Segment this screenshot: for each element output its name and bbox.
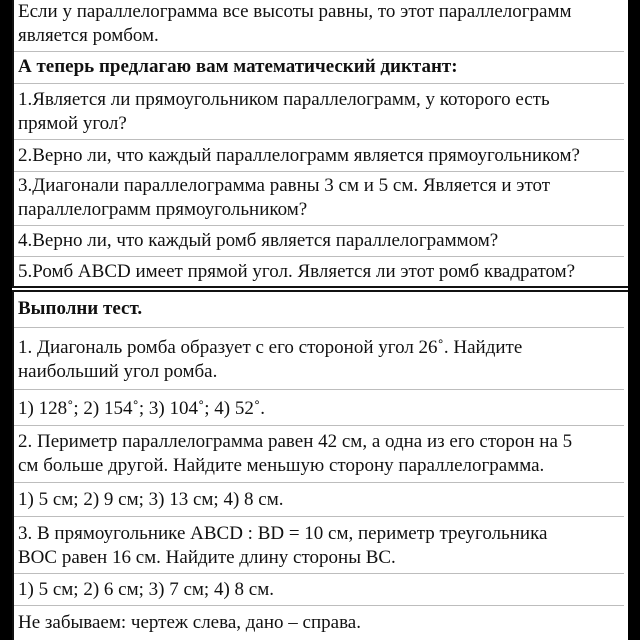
test-q3-line-2: BOC равен 16 см. Найдите длину стороны BC. [18,547,396,568]
test-q1-line-1: 1. Диагональ ромба образует с его стороной угол 26˚. Найдите [18,337,523,358]
row-divider [14,256,624,257]
row-divider [14,605,624,606]
dictation-q1-line-2: прямой угол? [18,113,127,134]
reminder-text: Не забываем: чертеж слева, дано – справа. [18,612,361,633]
document-page [12,0,628,640]
test-heading: Выполни тест. [18,298,143,319]
row-divider [14,389,624,390]
test-q2-line-2: см больше другой. Найдите меньшую сторону параллелограмма. [18,455,545,476]
row-divider [14,516,624,517]
row-divider [14,139,624,140]
dictation-q3-line-2: параллелограмм прямоугольником? [18,199,308,220]
row-divider [14,51,624,52]
test-q3-line-1: 3. В прямоугольнике ABCD : BD = 10 см, периметр треугольника [18,523,548,544]
dictation-q1-line-1: 1.Является ли прямоугольником параллелограмм, у которого есть [18,89,550,110]
test-q1-answers: 1) 128˚; 2) 154˚; 3) 104˚; 4) 52˚. [18,398,265,419]
row-divider [14,482,624,483]
dictation-q4: 4.Верно ли, что каждый ромб является параллелограммом? [18,230,499,251]
test-q2-answers: 1) 5 см; 2) 9 см; 3) 13 см; 4) 8 см. [18,489,284,510]
intro-line-1: Если у параллелограмма все высоты равны, то этот параллелограмм [18,1,572,22]
row-divider [14,425,624,426]
row-divider [14,573,624,574]
intro-line-2: является ромбом. [18,25,159,46]
row-divider [14,83,624,84]
test-q1-line-2: наибольший угол ромба. [18,361,218,382]
dictation-q5: 5.Ромб ABCD имеет прямой угол. Является ли этот ромб квадратом? [18,261,576,282]
row-divider [14,171,624,172]
dictation-q2: 2.Верно ли, что каждый параллелограмм является прямоугольником? [18,145,580,166]
test-q2-line-1: 2. Периметр параллелограмма равен 42 см, а одна из его сторон на 5 [18,431,573,452]
row-divider [14,225,624,226]
row-divider [14,327,624,328]
dictation-q3-line-1: 3.Диагонали параллелограмма равны 3 см и 5 см. Является и этот [18,175,551,196]
test-q3-answers: 1) 5 см; 2) 6 см; 3) 7 см; 4) 8 см. [18,579,274,600]
dictation-heading: А теперь предлагаю вам математический диктант: [18,56,458,77]
